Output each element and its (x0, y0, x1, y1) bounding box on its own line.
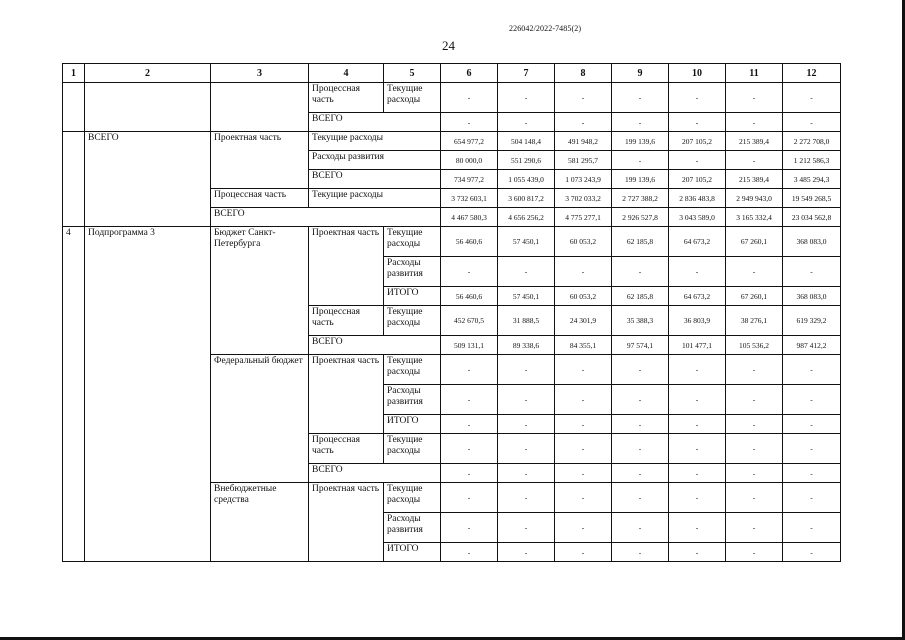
row-label: ИТОГО (384, 415, 441, 434)
value-cell: - (441, 464, 498, 483)
row-label: Текущие расходы (309, 189, 441, 208)
value-cell: - (612, 113, 669, 132)
value-cell: 57 450,1 (498, 287, 555, 306)
value-cell: - (669, 434, 726, 464)
value-cell: - (441, 513, 498, 543)
value-cell: 4 656 256,2 (498, 208, 555, 227)
value-cell: - (555, 355, 612, 385)
value-cell: 551 290,6 (498, 151, 555, 170)
row-label: Расходы развития (384, 513, 441, 543)
value-cell: 3 702 033,2 (555, 189, 612, 208)
value-cell: - (726, 434, 783, 464)
value-cell: - (498, 543, 555, 562)
value-cell: - (498, 83, 555, 113)
value-cell: - (555, 257, 612, 287)
value-cell: 2 272 708,0 (783, 132, 841, 151)
value-cell: - (441, 434, 498, 464)
value-cell: - (783, 257, 841, 287)
value-cell: - (612, 415, 669, 434)
value-cell: 60 053,2 (555, 227, 612, 257)
value-cell: - (612, 355, 669, 385)
column-header: 1 (63, 64, 85, 83)
value-cell: - (555, 113, 612, 132)
value-cell: - (555, 385, 612, 415)
value-cell: 1 073 243,9 (555, 170, 612, 189)
value-cell: 509 131,1 (441, 336, 498, 355)
value-cell: - (726, 113, 783, 132)
value-cell: - (669, 83, 726, 113)
value-cell: - (726, 151, 783, 170)
row-label: Проектная часть (211, 132, 309, 189)
value-cell: 23 034 562,8 (783, 208, 841, 227)
value-cell: 734 977,2 (441, 170, 498, 189)
value-cell: 4 467 580,3 (441, 208, 498, 227)
value-cell: - (498, 513, 555, 543)
value-cell: - (498, 415, 555, 434)
value-cell: 35 388,3 (612, 306, 669, 336)
value-cell: 491 948,2 (555, 132, 612, 151)
value-cell: 368 083,0 (783, 227, 841, 257)
empty-cell (211, 83, 309, 132)
value-cell: 89 338,6 (498, 336, 555, 355)
row-number: 4 (63, 227, 85, 562)
value-cell: - (612, 543, 669, 562)
value-cell: - (669, 113, 726, 132)
value-cell: 3 600 817,2 (498, 189, 555, 208)
value-cell: 3 165 332,4 (726, 208, 783, 227)
value-cell: 56 460,6 (441, 227, 498, 257)
value-cell: 3 732 603,1 (441, 189, 498, 208)
empty-cell (85, 83, 211, 132)
value-cell: - (441, 113, 498, 132)
column-number-row (63, 64, 841, 83)
page-number: 24 (442, 38, 455, 53)
value-cell: 619 329,2 (783, 306, 841, 336)
value-cell: - (612, 513, 669, 543)
value-cell: - (498, 385, 555, 415)
value-cell: 1 055 439,0 (498, 170, 555, 189)
value-cell: 84 355,1 (555, 336, 612, 355)
value-cell: 581 295,7 (555, 151, 612, 170)
value-cell: 38 276,1 (726, 306, 783, 336)
value-cell: - (726, 483, 783, 513)
row-label: Расходы развития (309, 151, 441, 170)
value-cell: - (555, 83, 612, 113)
value-cell: - (726, 355, 783, 385)
value-cell: 67 260,1 (726, 287, 783, 306)
value-cell: - (555, 513, 612, 543)
value-cell: - (726, 83, 783, 113)
value-cell: 654 977,2 (441, 132, 498, 151)
value-cell: 64 673,2 (669, 227, 726, 257)
row-label: Текущие расходы (384, 355, 441, 385)
value-cell: 97 574,1 (612, 336, 669, 355)
row-label: ВСЕГО (309, 336, 441, 355)
column-header: 7 (498, 64, 555, 83)
value-cell: - (669, 385, 726, 415)
value-cell: - (498, 434, 555, 464)
value-cell: - (612, 151, 669, 170)
table-body (63, 64, 841, 562)
value-cell: 2 836 483,8 (669, 189, 726, 208)
row-label: Проектная часть (309, 227, 384, 306)
value-cell: - (498, 483, 555, 513)
value-cell: 101 477,1 (669, 336, 726, 355)
row-label: Текущие расходы (384, 83, 441, 113)
value-cell: 24 301,9 (555, 306, 612, 336)
row-label: ВСЕГО (309, 464, 441, 483)
row-label: ИТОГО (384, 543, 441, 562)
budget-table (62, 63, 841, 562)
column-header: 8 (555, 64, 612, 83)
column-header: 2 (85, 64, 211, 83)
value-cell: - (783, 483, 841, 513)
value-cell: 3 043 589,0 (669, 208, 726, 227)
value-cell: - (783, 513, 841, 543)
value-cell: - (555, 483, 612, 513)
value-cell: 1 212 586,3 (783, 151, 841, 170)
value-cell: 19 549 268,5 (783, 189, 841, 208)
value-cell: - (669, 151, 726, 170)
value-cell: 36 803,9 (669, 306, 726, 336)
row-label: Текущие расходы (384, 483, 441, 513)
table-row (63, 132, 841, 151)
value-cell: 452 670,5 (441, 306, 498, 336)
value-cell: - (555, 415, 612, 434)
row-label: Текущие расходы (384, 434, 441, 464)
value-cell: - (498, 113, 555, 132)
value-cell: - (726, 385, 783, 415)
value-cell: 207 105,2 (669, 132, 726, 151)
value-cell: - (555, 434, 612, 464)
value-cell: 215 389,4 (726, 170, 783, 189)
row-label: ВСЕГО (309, 170, 441, 189)
value-cell: - (555, 464, 612, 483)
value-cell: - (612, 385, 669, 415)
value-cell: - (783, 434, 841, 464)
row-label: Процессная часть (309, 434, 384, 464)
column-header: 6 (441, 64, 498, 83)
value-cell: - (612, 434, 669, 464)
column-header: 10 (669, 64, 726, 83)
value-cell: 57 450,1 (498, 227, 555, 257)
value-cell: - (726, 543, 783, 562)
row-label: Текущие расходы (384, 306, 441, 336)
column-header: 5 (384, 64, 441, 83)
value-cell: - (555, 543, 612, 562)
value-cell: 2 926 527,8 (612, 208, 669, 227)
value-cell: - (612, 83, 669, 113)
row-label: Проектная часть (309, 355, 384, 434)
funding-source: Федеральный бюджет (211, 355, 309, 483)
value-cell: - (669, 257, 726, 287)
value-cell: - (441, 257, 498, 287)
column-header: 11 (726, 64, 783, 83)
document-id: 226042/2022-7485(2) (509, 24, 582, 33)
value-cell: - (726, 464, 783, 483)
value-cell: - (669, 543, 726, 562)
value-cell: - (783, 385, 841, 415)
column-header: 9 (612, 64, 669, 83)
value-cell: 504 148,4 (498, 132, 555, 151)
row-label: Расходы развития (384, 257, 441, 287)
value-cell: - (612, 483, 669, 513)
row-label: Проектная часть (309, 483, 384, 562)
row-label: Процессная часть (211, 189, 309, 208)
value-cell: - (669, 464, 726, 483)
column-header: 4 (309, 64, 384, 83)
value-cell: 64 673,2 (669, 287, 726, 306)
value-cell: - (669, 415, 726, 434)
value-cell: - (669, 483, 726, 513)
funding-source: Внебюджетные средства (211, 483, 309, 562)
value-cell: - (498, 355, 555, 385)
value-cell: - (669, 513, 726, 543)
value-cell: - (498, 464, 555, 483)
value-cell: - (726, 415, 783, 434)
value-cell: 60 053,2 (555, 287, 612, 306)
value-cell: 62 185,8 (612, 227, 669, 257)
value-cell: - (498, 257, 555, 287)
value-cell: 105 536,2 (726, 336, 783, 355)
row-label: Расходы развития (384, 385, 441, 415)
empty-cell (63, 83, 85, 132)
value-cell: - (783, 415, 841, 434)
total-label: ВСЕГО (85, 132, 211, 227)
row-label: Текущие расходы (384, 227, 441, 257)
value-cell: 4 775 277,1 (555, 208, 612, 227)
value-cell: 199 139,6 (612, 132, 669, 151)
value-cell: - (726, 257, 783, 287)
funding-source: Бюджет Санкт-Петербурга (211, 227, 309, 355)
value-cell: - (783, 355, 841, 385)
value-cell: - (441, 355, 498, 385)
row-label: ВСЕГО (309, 113, 441, 132)
value-cell: - (612, 257, 669, 287)
value-cell: 368 083,0 (783, 287, 841, 306)
value-cell: 56 460,6 (441, 287, 498, 306)
value-cell: 62 185,8 (612, 287, 669, 306)
subprogram-name: Подпрограмма 3 (85, 227, 211, 562)
value-cell: 2 949 943,0 (726, 189, 783, 208)
value-cell: - (783, 464, 841, 483)
row-label: Текущие расходы (309, 132, 441, 151)
row-label: Процессная часть (309, 83, 384, 113)
value-cell: - (441, 83, 498, 113)
row-label: Процессная часть (309, 306, 384, 336)
empty-cell (63, 132, 85, 227)
table-row (63, 227, 841, 257)
value-cell: - (783, 113, 841, 132)
value-cell: - (441, 385, 498, 415)
value-cell: 987 412,2 (783, 336, 841, 355)
value-cell: - (669, 355, 726, 385)
column-header: 3 (211, 64, 309, 83)
table-row (63, 83, 841, 113)
value-cell: 31 888,5 (498, 306, 555, 336)
value-cell: - (612, 464, 669, 483)
value-cell: - (726, 513, 783, 543)
value-cell: 67 260,1 (726, 227, 783, 257)
value-cell: 2 727 388,2 (612, 189, 669, 208)
value-cell: - (441, 543, 498, 562)
value-cell: 207 105,2 (669, 170, 726, 189)
column-header: 12 (783, 64, 841, 83)
value-cell: - (441, 415, 498, 434)
value-cell: - (783, 83, 841, 113)
value-cell: - (441, 483, 498, 513)
value-cell: 199 139,6 (612, 170, 669, 189)
value-cell: 215 389,4 (726, 132, 783, 151)
value-cell: 3 485 294,3 (783, 170, 841, 189)
value-cell: 80 000,0 (441, 151, 498, 170)
value-cell: - (783, 543, 841, 562)
row-label: ИТОГО (384, 287, 441, 306)
row-label: ВСЕГО (211, 208, 441, 227)
